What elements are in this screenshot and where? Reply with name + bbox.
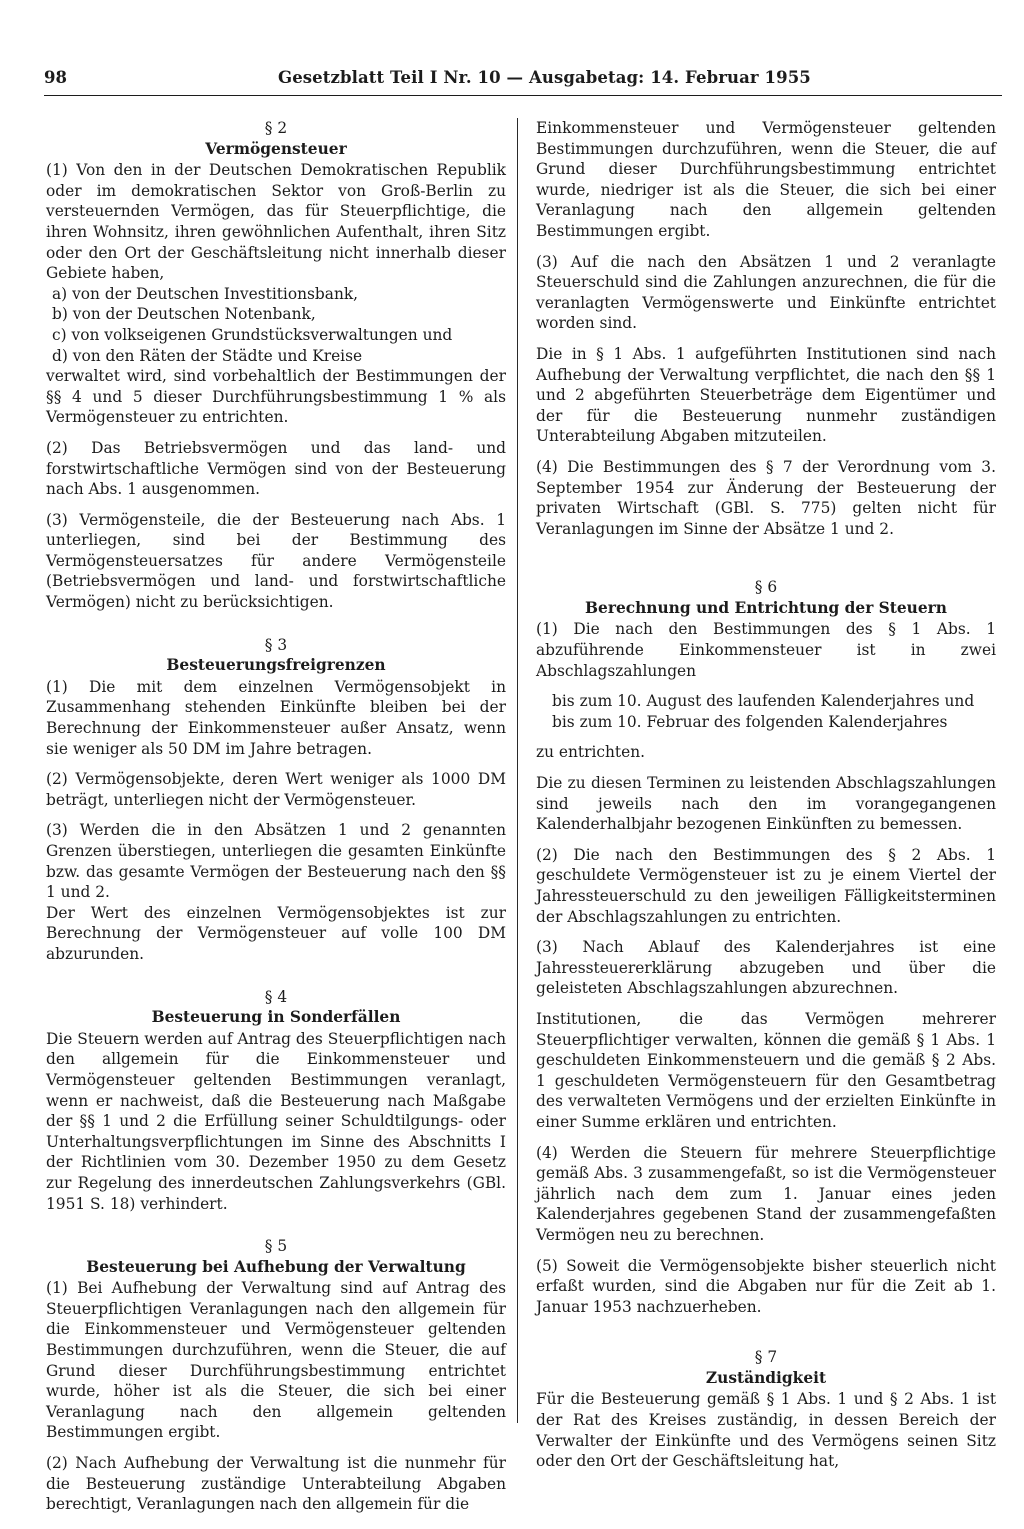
section-heading: § 3	[264, 635, 288, 654]
paragraph: (3) Werden die in den Absätzen 1 und 2 genannten Grenzen überstiegen, unterliegen die gesamten Einkünfte bzw. das gesamte Vermögen der Besteuerung nach den §§ 1 und 2.	[46, 821, 506, 902]
section-heading: § 7	[754, 1348, 778, 1367]
date-line: bis zum 10. Februar des folgenden Kalenderjahres	[552, 712, 948, 731]
paragraph: (1) Von den in der Deutschen Demokratischen Republik oder im demokratischen Sektor von Groß-Berlin zu versteuernden Vermögen, das für Steuerpflichtige, die ihren Wohnsitz, ihren gewöhnlichen Aufenthalt, ihren Sitz oder den Ort der Geschäftsleitung nicht innerhalb dieser Gebiete haben,	[46, 161, 506, 283]
list-item: b) von der Deutschen Notenbank,	[52, 305, 316, 324]
section-heading: § 4	[264, 987, 288, 1006]
paragraph: (3) Auf die nach den Absätzen 1 und 2 veranlagte Steuerschuld sind die Zahlungen anzurechnen, die für die veranlagten Vermögenswerte und Einkünfte entrichtet worden sind.	[536, 252, 996, 333]
list-item: d) von den Räten der Städte und Kreise	[52, 346, 363, 365]
section-title: Zuständigkeit	[705, 1368, 827, 1387]
paragraph: (3) Nach Ablauf des Kalenderjahres ist eine Jahressteuererklärung abzugeben und über die geleisteten Abschlagszahlungen abzurechnen.	[536, 938, 996, 998]
paragraph: Für die Besteuerung gemäß § 1 Abs. 1 und § 2 Abs. 1 ist der Rat des Kreises zuständig, in dessen Bereich der Verwalter der Einkünfte und des Vermögens seinen Sitz oder den Ort der Geschäftsleitung hat,	[536, 1390, 996, 1471]
paragraph: Die zu diesen Terminen zu leistenden Abschlagszahlungen sind jeweils nach den im vorangegangenen Kalenderhalbjahr bezogenen Einkünften zu bemessen.	[536, 774, 996, 834]
paragraph: (1) Bei Aufhebung der Verwaltung sind auf Antrag des Steuerpflichtigen Veranlagungen nach den allgemein für die Einkommensteuer und Vermögensteuer geltenden Bestimmungen durchzuführen, wenn die Steuer, die auf Grund dieser Durchführungsbestimmung entrichtet wurde, höher ist als die Steuer, die sich bei einer Veranlagung nach den allgemein geltenden Bestimmungen ergibt.	[46, 1279, 506, 1442]
paragraph: Der Wert des einzelnen Vermögensobjektes ist zur Berechnung der Vermögensteuer auf volle 100 DM abzurunden.	[46, 903, 506, 963]
paragraph: Einkommensteuer und Vermögensteuer geltenden Bestimmungen durchzuführen, wenn die Steuer, die auf Grund dieser Durchführungsbestimmung entrichtet wurde, niedriger ist als die Steuer, die sich bei einer Veranlagung nach den allgemein geltenden Bestimmungen ergibt.	[536, 119, 996, 240]
paragraph: (2) Vermögensobjekte, deren Wert weniger als 1000 DM beträgt, unterliegen nicht der Vermögensteuer.	[46, 770, 506, 809]
date-line: bis zum 10. August des laufenden Kalenderjahres und	[552, 692, 975, 711]
paragraph: zu entrichten.	[536, 743, 646, 762]
section-title: Berechnung und Entrichtung der Steuern	[585, 598, 947, 617]
paragraph: (2) Die nach den Bestimmungen des § 2 Abs. 1 geschuldete Vermögensteuer ist zu je einem Viertel der Jahressteuerschuld zu den jeweiligen Fälligkeitsterminen der Abschlagszahlungen zu entrichten.	[536, 845, 996, 926]
section-title: Besteuerungsfreigrenzen	[166, 656, 386, 675]
list-item: a) von der Deutschen Investitionsbank,	[52, 284, 359, 303]
section-title: Besteuerung in Sonderfällen	[151, 1008, 401, 1027]
paragraph: (2) Nach Aufhebung der Verwaltung ist die nunmehr für die Besteuerung zuständige Unterabteilung Abgaben berechtigt, Veranlagungen nach den allgemein für die	[46, 1454, 506, 1514]
page-header	[0, 68, 1024, 102]
section-title: Besteuerung bei Aufhebung der Verwaltung	[86, 1257, 466, 1276]
paragraph: Institutionen, die das Vermögen mehrerer Steuerpflichtiger verwalten, können die gemäß § 1 Abs. 1 geschuldeten Einkommensteuern und die gemäß § 2 Abs. 1 geschuldeten Vermögensteuern für den Gesamtbetrag des verwalteten Vermögens und der erzielten Einkünfte in einer Summe erklären und entrichten.	[536, 1009, 996, 1131]
list-item: c) von volkseigenen Grundstücksverwaltungen und	[52, 325, 453, 344]
column-divider	[517, 118, 518, 1423]
left-column	[46, 118, 506, 1515]
paragraph: (1) Die nach den Bestimmungen des § 1 Abs. 1 abzuführende Einkommensteuer ist in zwei Abschlagszahlungen	[536, 620, 996, 680]
paragraph: Die Steuern werden auf Antrag des Steuerpflichtigen nach den allgemein für die Einkommensteuer und Vermögensteuer geltenden Bestimmungen veranlagt, wenn er nachweist, daß die Besteuerung nach Maßgabe der §§ 1 und 2 die Erfüllung seiner Schuldtilgungs- oder Unterhaltungsverpflichtungen im Sinne des Abschnitts I der Richtlinien vom 30. Dezember 1950 zu dem Gesetz zur Regelung des innerdeutschen Zahlungsverkehrs (GBl. 1951 S. 18) verhindert.	[46, 1029, 506, 1213]
paragraph: (3) Vermögensteile, die der Besteuerung nach Abs. 1 unterliegen, sind bei der Bestimmung des Vermögensteuersatzes für andere Vermögensteile (Betriebsvermögen und land- und forstwirtschaftliche Vermögen) nicht zu berücksichtigen.	[46, 510, 506, 612]
right-column	[536, 118, 996, 1472]
paragraph: verwaltet wird, sind vorbehaltlich der Bestimmungen der §§ 4 und 5 dieser Durchführungsbestimmung 1 % als Vermögensteuer zu entrichten.	[46, 367, 506, 427]
page-number: 98	[44, 68, 67, 87]
paragraph: (1) Die mit dem einzelnen Vermögensobjekt in Zusammenhang stehenden Einkünfte bleiben bei der Berechnung der Einkommensteuer außer Ansatz, wenn sie weniger als 50 DM im Jahre betragen.	[46, 677, 506, 758]
section-heading: § 2	[264, 119, 288, 137]
gazette-title: Gesetzblatt Teil I Nr. 10 — Ausgabetag: 14. Februar 1955	[278, 68, 811, 87]
paragraph: (5) Soweit die Vermögensobjekte bisher steuerlich nicht erfaßt wurden, sind die Abgaben nur für die Zeit ab 1. Januar 1953 nachzuerheben.	[536, 1256, 996, 1316]
header-rule	[44, 95, 1002, 96]
paragraph: (4) Die Bestimmungen des § 7 der Verordnung vom 3. September 1954 zur Änderung der Besteuerung der privaten Wirtschaft (GBl. S. 775) gelten nicht für Veranlagungen im Sinne der Absätze 1 und 2.	[536, 457, 996, 538]
section-heading: § 5	[264, 1237, 288, 1256]
section-title: Vermögensteuer	[205, 139, 347, 158]
paragraph: (2) Das Betriebsvermögen und das land- und forstwirtschaftliche Vermögen sind von der Besteuerung nach Abs. 1 ausgenommen.	[46, 438, 506, 499]
paragraph: (4) Werden die Steuern für mehrere Steuerpflichtige gemäß Abs. 3 zusammengefaßt, so ist die Vermögensteuer jährlich nach dem zum 1. Januar eines jeden Kalenderjahres gegebenen Stand der zusammengefaßten Vermögen neu zu berechnen.	[536, 1143, 996, 1244]
section-heading: § 6	[754, 578, 778, 597]
paragraph: Die in § 1 Abs. 1 aufgeführten Institutionen sind nach Aufhebung der Verwaltung verpflichtet, die nach den §§ 1 und 2 abgeführten Steuerbeträge dem Eigentümer und der für die Besteuerung nunmehr zuständigen Unterabteilung Abgaben mitzuteilen.	[536, 344, 996, 446]
